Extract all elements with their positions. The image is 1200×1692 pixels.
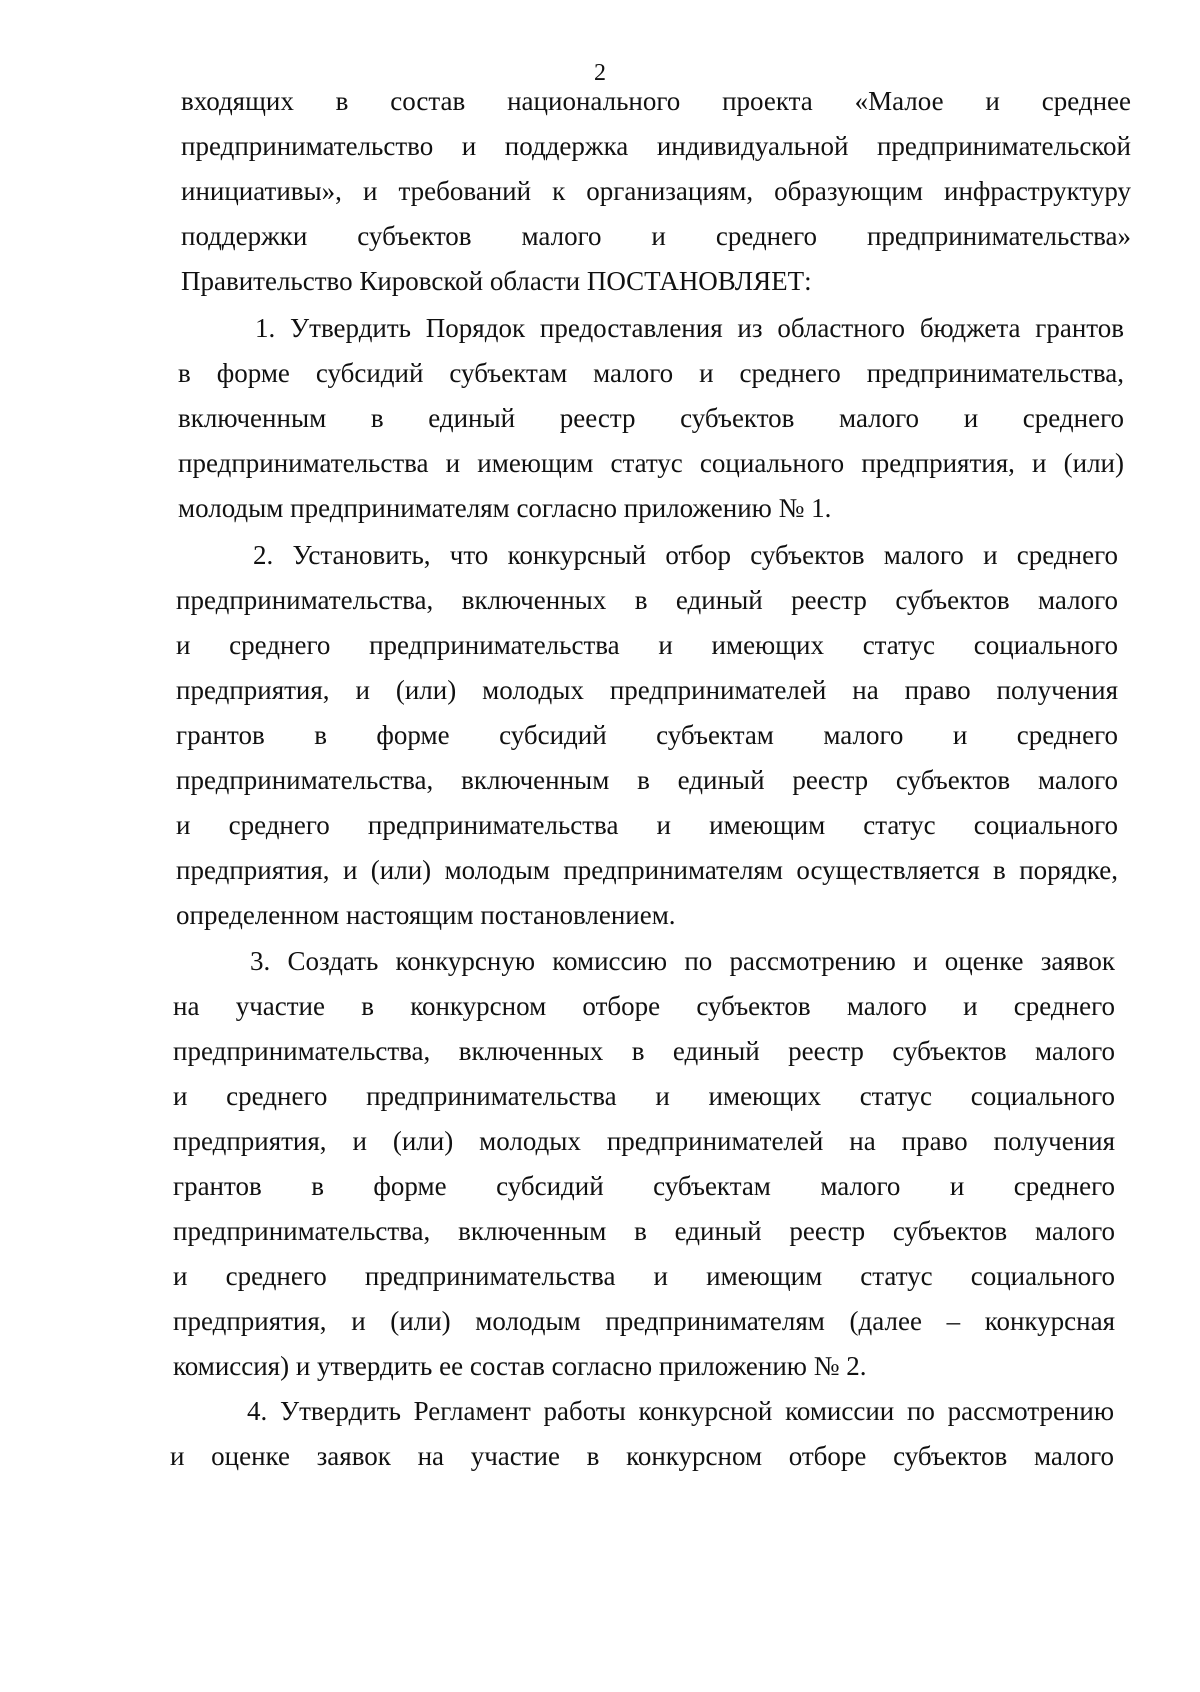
- text-line: предприятия, и (или) молодых предпринимателей на право получения: [173, 1126, 1115, 1156]
- text-line: и оценке заявок на участие в конкурсном отборе субъектов малого: [170, 1441, 1114, 1471]
- text-line: комиссия) и утвердить ее состав согласно приложению № 2.: [173, 1351, 867, 1381]
- text-line: предприятия, и (или) молодым предпринимателям осуществляется в порядке,: [176, 855, 1118, 885]
- text-line: на участие в конкурсном отборе субъектов малого и среднего: [173, 991, 1115, 1021]
- text-line: Правительство Кировской области ПОСТАНОВЛЯЕТ:: [181, 266, 812, 296]
- text-line: предпринимательство и поддержка индивидуальной предпринимательской: [181, 131, 1131, 161]
- text-line: входящих в состав национального проекта «Малое и среднее: [181, 86, 1131, 116]
- text-line: включенным в единый реестр субъектов малого и среднего: [178, 403, 1124, 433]
- text-line: предпринимательства и имеющим статус социального предприятия, и (или): [178, 448, 1124, 478]
- text-line: предпринимательства, включенных в единый реестр субъектов малого: [176, 585, 1118, 615]
- text-line: определенном настоящим постановлением.: [176, 900, 676, 930]
- text-line: 2. Установить, что конкурсный отбор субъектов малого и среднего: [253, 540, 1118, 570]
- text-line: молодым предпринимателям согласно приложению № 1.: [178, 493, 832, 523]
- text-line: предпринимательства, включенных в единый реестр субъектов малого: [173, 1036, 1115, 1066]
- text-line: грантов в форме субсидий субъектам малого и среднего: [176, 720, 1118, 750]
- text-line: 3. Создать конкурсную комиссию по рассмотрению и оценке заявок: [250, 946, 1115, 976]
- text-line: и среднего предпринимательства и имеющим статус социального: [173, 1261, 1115, 1291]
- text-line: грантов в форме субсидий субъектам малого и среднего: [173, 1171, 1115, 1201]
- text-line: предпринимательства, включенным в единый реестр субъектов малого: [173, 1216, 1115, 1246]
- text-line: и среднего предпринимательства и имеющих статус социального: [173, 1081, 1115, 1111]
- text-line: предприятия, и (или) молодых предпринимателей на право получения: [176, 675, 1118, 705]
- text-line: и среднего предпринимательства и имеющим статус социального: [176, 810, 1118, 840]
- text-line: предпринимательства, включенным в единый реестр субъектов малого: [176, 765, 1118, 795]
- text-line: и среднего предпринимательства и имеющих статус социального: [176, 630, 1118, 660]
- text-line: поддержки субъектов малого и среднего предпринимательства»: [181, 221, 1131, 251]
- text-line: инициативы», и требований к организациям, образующим инфраструктуру: [181, 176, 1131, 206]
- text-line: 1. Утвердить Порядок предоставления из областного бюджета грантов: [255, 313, 1124, 343]
- text-line: предприятия, и (или) молодым предпринимателям (далее – конкурсная: [173, 1306, 1115, 1336]
- page-number: 2: [594, 60, 606, 86]
- text-line: 4. Утвердить Регламент работы конкурсной комиссии по рассмотрению: [247, 1396, 1114, 1426]
- text-line: в форме субсидий субъектам малого и среднего предпринимательства,: [178, 358, 1124, 388]
